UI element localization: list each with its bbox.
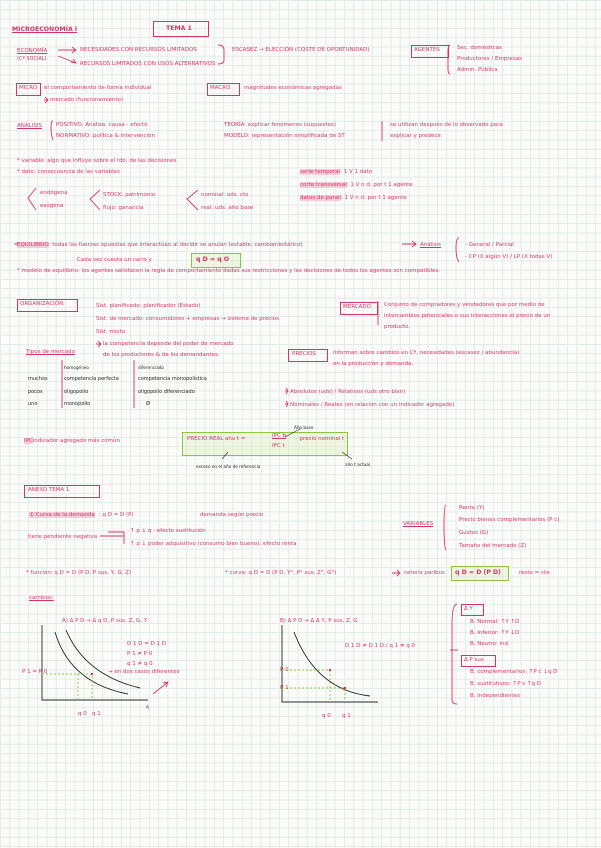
tabla-cell: oligopolio diferenciado [138,389,195,395]
agentes-item: Productores / Empresas [457,56,522,62]
macro-label: MACRO [210,85,231,91]
pendiente-line: tiene pendiente negativa [28,534,98,540]
graph-a-eq: P 1 ≠ P 0 [127,651,153,657]
mercado-text: Conjunto de compradores y vendedores que por medio de [384,302,545,308]
data-type-val: : 1 V 1 dato [340,169,373,175]
brace-icon [448,45,450,74]
variable-item: Precio bienes complementarios (P c) [459,517,560,523]
graph-a-axis-q: q [146,704,149,709]
competencia1: la competencia depende del poder de mercado [103,341,234,347]
ipc-text: indicador agregado más común [32,438,120,444]
necesidades-line: NECESIDADES CON RECURSOS LIMITADOS [80,47,197,53]
demand-curve-1 [55,632,128,694]
arrow-icon [392,570,400,576]
variables-label: VARIABLES [403,521,434,527]
precios-text: en la producción y demanda. [333,361,414,367]
precio-nominal: · precio nominal t [296,436,345,442]
analisis-label: ANÁLISIS [17,123,42,129]
org-item: Sist. mixto [96,329,126,335]
cuando-line: Cada vez cuesta un carro y [77,257,152,263]
dps-item: B. complementarios: ↑P c ↓q D [470,669,558,675]
pointer-line [342,452,352,459]
precio-real-label: PRECIO REAL año t = [187,436,246,442]
data-type-label: serie temporal [300,169,341,175]
pendiente-effect: ↑ p ↓ q : efecto sustitución [130,528,206,534]
brace-icon [100,532,124,544]
eq-formula: q D = q O [196,256,230,263]
teoria-note2: explicar y predecir. [390,133,443,139]
brace-icon [218,45,224,64]
organizacion-label: ORGANIZACIÓN [20,301,64,307]
data-type-val: : 1 V n d. por t 1 agente [340,195,407,201]
stock: STOCK: patrimonio [103,192,156,198]
ano-t-note: año t actual [345,462,370,467]
graph-b-p1: P 1 [280,685,289,691]
nominal: nominal: uds. cts [201,192,249,198]
subject-title: MICROECONOMÍA I [12,26,78,33]
pointer-line [285,429,300,437]
dy-item: B. Normal: ↑Y ↑D [470,619,520,625]
equilibrio-text: : todas las fuerzas opuestas que interactúan al decidir se anulan (estable, cambiar/estático) [48,242,303,248]
demand-curve-b [294,632,370,696]
data-type-label: datos de panel [300,195,341,201]
data-type-label: corte transversal [300,182,347,188]
arrow-icon [58,47,76,53]
tabla-cell: monopolio [64,401,91,407]
precios-text: informan sobre cambios en Cª, necesidades (escasez / abundancia) [333,350,520,356]
normativo-line: NORMATIVO: política & intervención [56,133,155,139]
qd-formula: : q D = D (P) [98,512,134,518]
flujo: flujo: ganancia [103,205,144,211]
tabla-head: homogéneo [64,365,89,370]
tipos-mercado-label: Tipos de mercado [26,349,75,355]
tabla-cell: muchos [28,376,48,382]
guide-line [282,688,345,702]
dy-item: B. Inferior: ↑Y ↓D [470,630,520,636]
curva-label: ① Curva de la demanda [29,512,95,518]
tabla-cell: uno [28,401,38,407]
dps-label: ∆ P sus [464,657,484,663]
arrow-icon [285,388,288,394]
analisis-tipo-item: - CP (X algún V) / LP (X todas V) [465,254,553,260]
graph-a-note: → en dos casos diferentes [108,669,180,675]
graph-b-eq: D 1 D ≠ D 1 D / q 1 ≠ q 0 [345,643,415,649]
frac-bot: IPC t [272,443,285,449]
graph-a-q1: q 1 [92,711,101,717]
funcion-line: * función: q D = D (P D, P sus, Y, G, Z) [26,570,132,576]
guide-line [282,670,330,702]
mercado-text: producto. [384,324,411,330]
graph-a-q0: q 0 [78,711,87,717]
ceteris-label: ceteris paribus [404,570,445,576]
guide-line [42,674,92,700]
variable-item: Tamaño del mercado (Z) [459,543,527,549]
precios-arrow: Absolutos (uds) / Relativos (uds otro bien) [290,389,406,395]
ceteris-eq: q D = D (P D) [455,569,501,576]
tema-title: TEMA 1 [166,25,192,32]
resto-cte: resto = cte [519,570,550,576]
cs-social-label: (Cª SOCIAL) [17,56,47,62]
data-type-val: : 1 V n d. por t 1 agente [346,182,413,188]
brace-icon [452,604,457,704]
graph-b-p0: P 0 [280,667,289,673]
competencia2: de los productores & de los demandantes. [103,352,220,358]
brace-icon [444,505,446,550]
agentes-label: AGENTES [414,47,440,53]
exogena: exógena [40,203,64,209]
recursos-line: RECURSOS LIMITADOS CON USOS ALTERNATIVOS [80,61,216,67]
arrow-icon [44,97,48,103]
tabla-cell: competencia perfecta [64,376,119,382]
teoria-line: TEORÍA: explicar fenómenos (supuestos) [224,122,337,128]
chevron-left-icon [187,190,198,210]
variable-item: Renta (Y) [459,505,485,511]
micro-label: MICRO [19,85,38,91]
chevron-left-icon [28,188,36,210]
macro-line: magnitudes económicas agregadas [244,85,342,91]
endogena: endógena [40,190,68,196]
chevron-left-icon [90,190,100,210]
exceso-note: exceso en el año de referencia [196,464,261,469]
arrow-icon [285,401,288,407]
pendiente-effect: ↑ p ↓ poder adquisitivo (consumo bien bueno): efecto renta [130,541,297,547]
arrow-icon [153,682,168,694]
brace-icon [456,238,459,262]
graph-a-axes [42,625,148,700]
graph-a-p: P 1 = P 0 [22,669,48,675]
tabla-cell: oligopolio [64,389,89,395]
teoria-note1: se utilizan después de lo observado para [390,122,503,128]
graph-a-eq: D 1 D = D 1 D [127,641,167,647]
precios-label: PRECIOS [292,351,316,357]
graph-b-title: B) ∆ P D → ∆ ∆ Y, P sus, Z, G [280,618,358,624]
frac-top: IPC b [272,433,287,439]
micro-line1: el comportamiento de forma individual [44,85,152,91]
escasez-line: ESCASEZ → ELECCIÓN (COSTE DE OPORTUNIDAD) [232,47,370,53]
dps-item: B. sustitutivos: ↑P s ↑q D [470,681,541,687]
economia-label: ECONOMÍA [17,48,48,54]
equilibrio-label: EQUILIBRIO [17,242,49,248]
graph-b-q0: q 0 [322,713,331,719]
demand-curve-2 [66,630,140,688]
cambios-label: cambios: [29,595,54,601]
curva-star-line: * curva: q D = D (P D, Y°, P° sus, Z°, G°) [225,570,337,576]
tabla-cell: competencia monopolística [138,376,207,382]
tabla-cell: pocos [28,389,43,395]
agentes-item: Admin. Pública [457,67,498,73]
dps-item: B. independientes [470,693,520,699]
point-marker [91,673,93,675]
dy-label: ∆ Y [464,606,473,612]
pointer-line [222,452,228,459]
ipc-label: IPC [24,438,33,444]
tabla-head: diferenciado [138,365,164,370]
analisis-tipo-label: Análisis [420,242,441,248]
org-item: Sist. de mercado: consumidores + empresas → sistema de precios [96,316,280,322]
mercado-text: intercambios potenciales o sus interacciones el precio de un [384,313,551,319]
dato-def: * dato: consecuencia de las variables [17,169,120,175]
dy-item: B. Neutro: ind. [470,641,510,647]
variable-def: * variable: algo que influye sobre el rdo. de las decisiones [17,158,177,164]
variable-item: Gustos (G) [459,530,489,536]
ano-base-note: Año base [294,425,314,430]
micro-line2: mercado (funcionamiento) [50,97,124,103]
arrow-icon [58,56,76,63]
real: real: uds. año base [201,205,254,211]
qd-note: demanda según precio [200,512,264,518]
graph-a-title: A) ∆ P D → ∆ q D, P sus, Z, G, Y [62,618,148,624]
graph-a-eq: q 1 ≠ q 0 [127,661,153,667]
tabla-cell: Ø [146,401,150,407]
point-marker [344,687,346,689]
agentes-item: Sec. domésticas [457,45,502,51]
org-item: Sist. planificado: planificador (Estado) [96,303,201,309]
arrow-icon [96,341,101,347]
analisis-tipo-item: - General / Parcial [465,242,514,248]
modelo-line: MODELO: representación simplificada de ST [224,133,345,139]
point-marker [329,669,331,671]
precios-arrow: Nominales / Reales (en relación con un indicador agregado) [290,402,455,408]
mercado-label: MERCADO [343,304,371,310]
modelo-equilibrio: * modelo de equilibrio: los agentes satisfacen la regla de comportamiento dadas sus restricciones y las decisiones de todos los agentes son compatibles. [17,268,441,274]
graph-b-q1: q 1 [342,713,351,719]
anexo-label: ANEXO TEMA 1 [28,487,70,493]
arrow-icon [402,241,416,247]
positivo-line: POSITIVO: Analiza, causa - efecto [56,122,148,128]
brace-icon [51,121,53,140]
